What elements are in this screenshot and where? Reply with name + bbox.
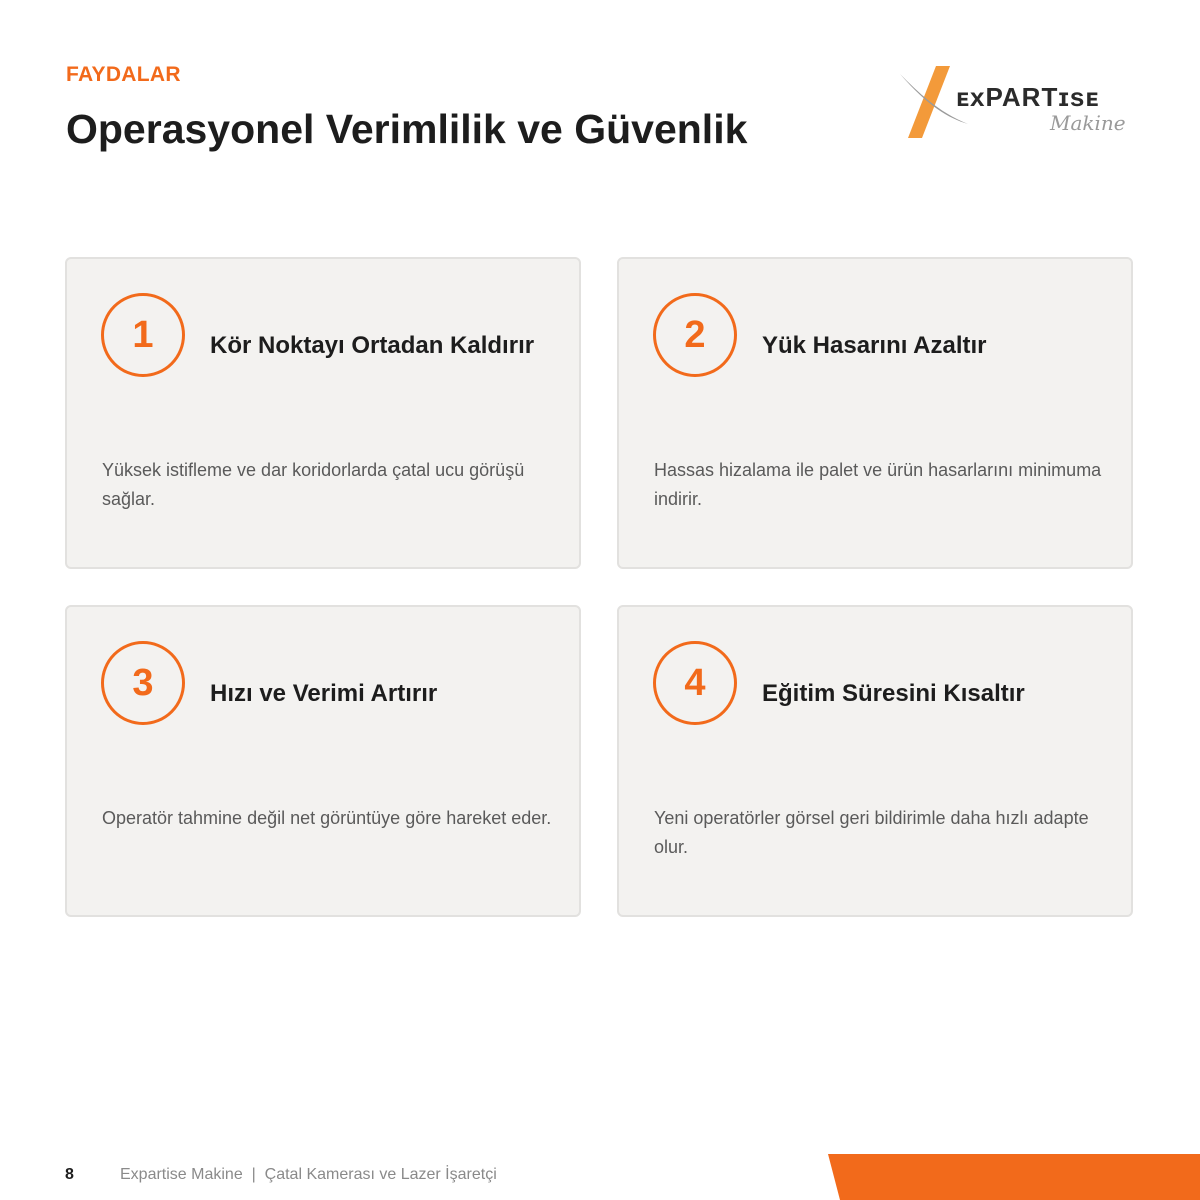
expartise-logo xyxy=(898,64,1134,144)
footer-text: Expartise Makine | Çatal Kamerası ve Lazer İşaretçi xyxy=(120,1166,497,1183)
benefit-description: Hassas hizalama ile palet ve ürün hasarlarını minimuma indirir. xyxy=(654,460,1102,509)
benefit-number-badge: 3 xyxy=(101,641,185,725)
benefit-card-4 xyxy=(617,605,1133,917)
benefit-number-badge: 1 xyxy=(101,293,185,377)
logo-brand-text: ᴇxPARTɪsᴇ xyxy=(956,82,1100,112)
benefit-number-badge: 4 xyxy=(653,641,737,725)
benefit-title: Yük Hasarını Azaltır xyxy=(762,332,987,359)
benefit-title: Kör Noktayı Ortadan Kaldırır xyxy=(210,332,535,359)
benefit-description: Yüksek istifleme ve dar koridorlarda çatal ucu görüşü sağlar. xyxy=(102,460,525,509)
benefit-card-3 xyxy=(65,605,581,917)
benefit-number-badge: 2 xyxy=(653,293,737,377)
benefit-title: Eğitim Süresini Kısaltır xyxy=(762,680,1025,707)
benefit-description: Yeni operatörler görsel geri bildirimle daha hızlı adapte olur. xyxy=(654,808,1089,857)
benefit-description: Operatör tahmine değil net görüntüye göre hareket eder. xyxy=(102,808,552,828)
benefit-card-1 xyxy=(65,257,581,569)
footer-page-number: 8 xyxy=(65,1166,74,1183)
logo-brand-sub: Makine xyxy=(1050,111,1126,135)
benefit-title: Hızı ve Verimi Artırır xyxy=(210,680,438,707)
section-eyebrow: FAYDALAR xyxy=(66,63,181,86)
benefit-card-2 xyxy=(617,257,1133,569)
page-title: Operasyonel Verimlilik ve Güvenlik xyxy=(66,106,748,152)
